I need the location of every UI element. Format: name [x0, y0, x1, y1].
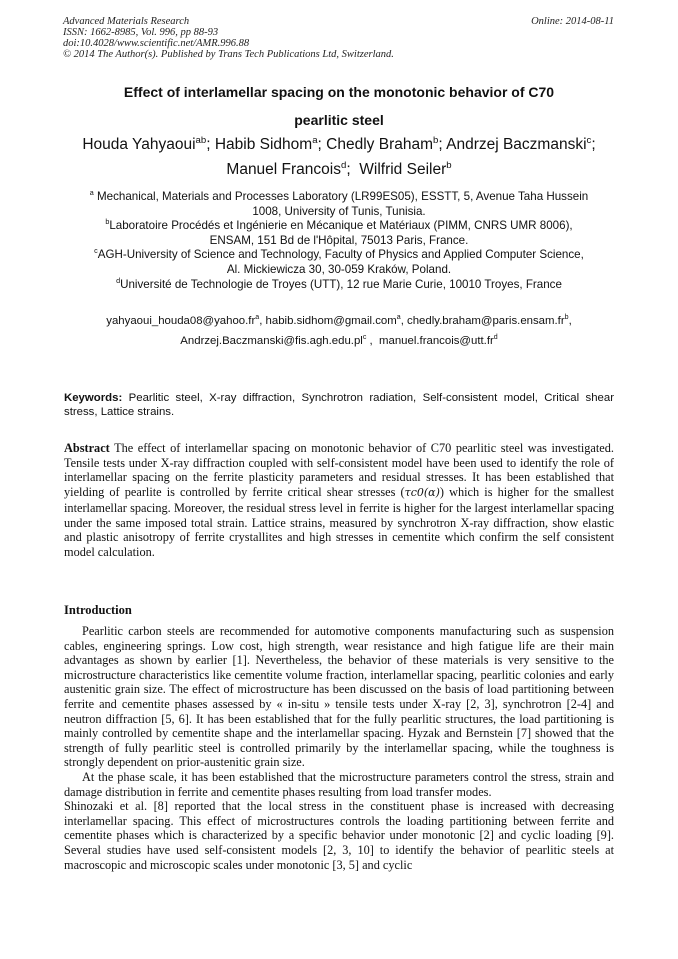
- email-link[interactable]: yahyaoui_houda08@yahoo.fr: [106, 315, 256, 327]
- introduction-heading: Introduction: [64, 603, 132, 617]
- email-sup: d: [493, 334, 498, 342]
- email-link[interactable]: manuel.francois@utt.fr: [379, 335, 494, 347]
- abstract-label: Abstract: [64, 441, 110, 455]
- introduction-body: [64, 624, 614, 872]
- paper-title: [60, 78, 618, 134]
- affil-text: Université de Technologie de Troyes (UTT), 12 rue Marie Curie, 10010 Troyes, France: [120, 277, 562, 291]
- affiliations: [58, 190, 620, 292]
- author-name: Habib Sidhom: [214, 136, 313, 153]
- author-name: Chedly Braham: [326, 136, 433, 153]
- author-line-2: Manuel Francois$^d$; Wilfrid Seiler$^b$: [226, 159, 452, 178]
- affil-text: Mechanical, Materials and Processes Laboratory (LR99ES05), ESSTT, 5, Avenue Taha Hussein: [93, 190, 589, 203]
- journal-name: Advanced Materials Research: [63, 16, 190, 27]
- author-name: Andrzej Baczmanski: [446, 136, 587, 153]
- affil-text: Laboratoire Procédés et Ingénierie en Mécanique et Matériaux (PIMM, CNRS UMR 8006),: [109, 219, 573, 233]
- email-sup: a: [255, 314, 260, 322]
- author-list: [50, 132, 628, 182]
- affil-sup: a: [89, 188, 94, 198]
- author-name: Wilfrid Seiler: [359, 161, 447, 178]
- author-affil-sup: a: [312, 134, 318, 146]
- title-line-2: pearlitic steel: [294, 112, 384, 128]
- affiliation-a-cont: 1008, University of Tunis, Tunisia.: [252, 204, 426, 218]
- doi-line: doi:10.4028/www.scientific.net/AMR.996.88: [63, 38, 250, 49]
- affiliation-d: [58, 275, 620, 293]
- abstract-text-1: The effect of interlamellar spacing on monotonic behavior of C70 pearlitic steel was investigated. Tensile tests under X-ray diffraction coupled with self-consistent model have been used to identify the role of interlamellar spacing on the ferrite plasticity parameters and residual stresses. It has been established that yielding of pearlite is controlled by ferrite critical shear stresses (: [64, 441, 614, 500]
- author-name: Houda Yahyaoui: [82, 136, 196, 153]
- title-line-1: Effect of interlamellar spacing on the monotonic behavior of C70: [123, 84, 555, 100]
- email-link[interactable]: habib.sidhom@gmail.com: [265, 315, 397, 327]
- email-link[interactable]: Andrzej.Baczmanski@fis.agh.edu.pl: [180, 335, 363, 347]
- affil-sup: d: [116, 275, 121, 285]
- author-name: Manuel Francois: [226, 161, 341, 178]
- abstract-math: τc0(α): [404, 486, 440, 500]
- keywords-text: Pearlitic steel, X-ray diffraction, Synchrotron radiation, Self-consistent model, Critical shear stress, Lattice strains.: [64, 392, 614, 419]
- affil-text: AGH-University of Science and Technology, Faculty of Physics and Applied Computer Science,: [97, 248, 584, 262]
- email-line-1: $yahyaoui\_houda08@yahoo.fr^a$, habib.sidhom@gmail.com$^a$, $chedly.braham@paris.ensam.fr^b$,: [106, 314, 572, 327]
- keywords-label: Keywords:: [64, 392, 123, 404]
- issn-line: ISSN: 1662-8985, Vol. 996, pp 88-93: [63, 27, 219, 38]
- author-affil-sup: c: [586, 134, 592, 146]
- email-sup: a: [396, 314, 401, 322]
- author-affil-sup: ab: [195, 134, 207, 146]
- author-affil-sup: b: [446, 159, 452, 171]
- email-sup: c: [362, 334, 367, 342]
- email-line-2: $Andrzej.Baczmanski@fis.agh.edu.pl^c$ , $manuel.francois@utt.fr^d$: [180, 334, 498, 347]
- affiliation-b: [58, 219, 620, 234]
- intro-paragraph-1: Pearlitic carbon steels are recommended for automotive components manufacturing such as suspension cables, engineering springs. Low cost, high strength, wear resistance and high fatigue life are their main advantages as shown by earlier [1]. Nevertheless, the behavior of these materials is very sensitive to the microstructure characteristics like cementite volume fraction, interlamellar spacing, pearlitic colonies and early austenitic grain size. The effect of microstructure has been discussed on the basis of load partitioning between ferrite and cementite phases assessed by « in-situ » tensile tests under X-ray [2, 3], synchrotron [2-4] and neutron diffraction [5, 6]. It has been established that for the fully pearlitic structures, the load partitioning is mainly controlled by cementite shape and the interlamellar spacing. Hyzak and Bernstein [7] showed that the strength of fully pearlitic steel is controlled primarily by the interlamellar spacing, while the toughness is strongly dependent on prior-austenitic grain size.: [64, 624, 614, 770]
- online-date: Online: 2014-08-11: [531, 16, 614, 27]
- email-link[interactable]: chedly.braham@paris.ensam.fr: [407, 315, 565, 327]
- email-list: [58, 311, 620, 351]
- author-affil-sup: d: [340, 159, 347, 171]
- intro-paragraph-2: At the phase scale, it has been established that the microstructure parameters control the stress, strain and damage distribution in ferrite and cementite phases resulting from load transfer modes.: [64, 769, 614, 799]
- affiliation-b-cont: ENSAM, 151 Bd de l'Hôpital, 75013 Paris, France.: [209, 233, 469, 247]
- keywords: [64, 391, 614, 420]
- affiliation-a: [58, 190, 620, 205]
- email-sup: b: [564, 314, 569, 322]
- intro-paragraph-3: Shinozaki et al. [8] reported that the local stress in the constituent phase is increased with decreasing interlamellar spacing. This effect of microstructures controls the loading partitioning between ferrite and cementite phases which is characterized by a specific behavior under monotonic [2] and cyclic loading [9]. Several studies have used self-consistent models [2, 3, 10] to identify the behavior of pearlitic steels at macroscopic and microscopic scales under monotonic [3, 5] and cyclic: [64, 799, 614, 872]
- author-line-1: Houda Yahyaoui$^{ab}$; Habib Sidhom$^a$; Chedly Braham$^b$; Andrzej Baczmanski$^c$;: [82, 134, 596, 153]
- author-affil-sup: b: [433, 134, 439, 146]
- affiliation-c: [58, 248, 620, 263]
- affil-sup: b: [105, 217, 110, 227]
- copyright-line: © 2014 The Author(s). Published by Trans Tech Publications Ltd, Switzerland.: [63, 49, 394, 60]
- abstract-text-2: ) which is higher for the smallest interlamellar spacing. Moreover, the residual stress level in ferrite is higher for the largest interlamellar spacing under the same imposed total strain. Lattice strains, measured by synchrotron X-ray diffraction, show elastic and plastic anisotropy of ferrite crystallites and high stresses in cementite which confirm the self consistent model calculation.: [64, 485, 614, 559]
- abstract: [64, 441, 614, 560]
- affil-sup: c: [94, 246, 98, 256]
- affiliation-c-cont: Al. Mickiewicza 30, 30-059 Kraków, Poland.: [226, 262, 452, 276]
